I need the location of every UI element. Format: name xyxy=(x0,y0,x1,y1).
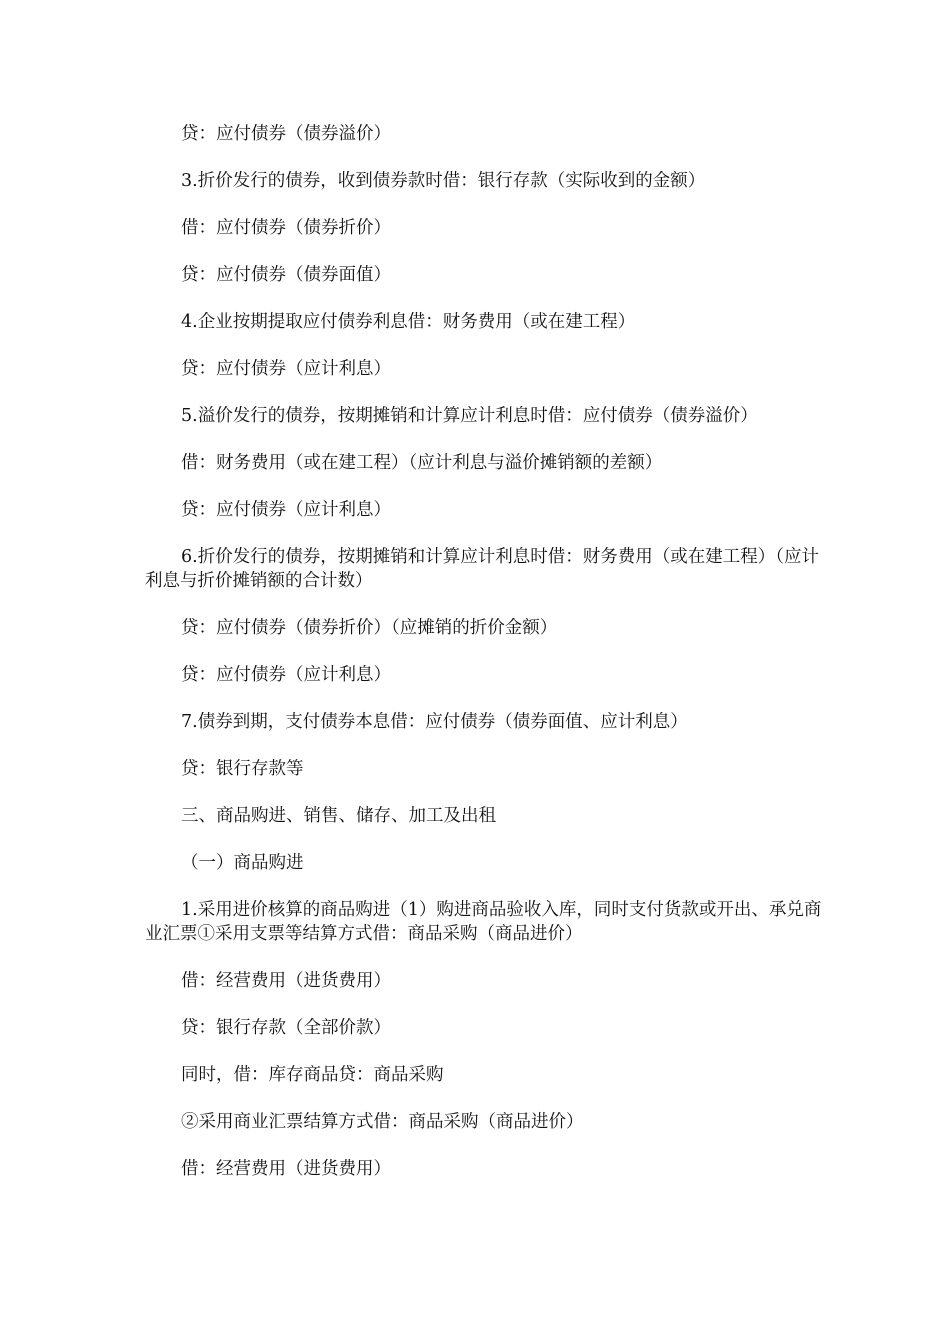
paragraph-debit-bond-discount: 借：应付债券（债券折价） xyxy=(181,218,391,238)
paragraph-debit-operating-expense-2: 借：经营费用（进货费用） xyxy=(181,1159,391,1179)
paragraph-credit-bank-deposit: 贷：银行存款等 xyxy=(181,759,304,779)
paragraph-premium-amortization: 5.溢价发行的债券，按期摊销和计算应计利息时借：应付债券（债券溢价） xyxy=(181,406,758,426)
paragraph-credit-bond-face-value: 贷：应付债券（债券面值） xyxy=(181,265,391,285)
paragraph-credit-accrued-interest-2: 贷：应付债券（应计利息） xyxy=(181,500,391,520)
subsection-heading-goods-purchase: （一）商品购进 xyxy=(181,853,304,873)
paragraph-debit-inventory: 同时，借：库存商品贷：商品采购 xyxy=(181,1065,444,1085)
paragraph-discount-amortization: 6.折价发行的债券，按期摊销和计算应计利息时借：财务费用（或在建工程）（应计利息与折价摊销额的合计数） xyxy=(145,547,819,591)
paragraph-debit-operating-expense: 借：经营费用（进货费用） xyxy=(181,971,391,991)
paragraph-debit-finance-expense-difference: 借：财务费用（或在建工程）（应计利息与溢价摊销额的差额） xyxy=(181,453,663,473)
paragraph-credit-bond-premium: 贷：应付债券（债券溢价） xyxy=(181,124,391,144)
paragraph-credit-accrued-interest: 贷：应付债券（应计利息） xyxy=(181,359,391,379)
paragraph-commercial-draft-method: ②采用商业汇票结算方式借：商品采购（商品进价） xyxy=(181,1112,584,1132)
section-heading-goods: 三、商品购进、销售、储存、加工及出租 xyxy=(181,806,496,826)
paragraph-discount-issue-receipt: 3.折价发行的债券，收到债券款时借：银行存款（实际收到的金额） xyxy=(181,171,706,191)
paragraph-accrue-interest: 4.企业按期提取应付债券利息借：财务费用（或在建工程） xyxy=(181,312,636,332)
paragraph-credit-accrued-interest-3: 贷：应付债券（应计利息） xyxy=(181,665,391,685)
paragraph-bond-maturity: 7.债券到期，支付债券本息借：应付债券（债券面值、应计利息） xyxy=(181,712,688,732)
document-body xyxy=(145,122,825,1204)
paragraph-credit-bond-discount-amount: 贷：应付债券（债券折价）（应摊销的折价金额） xyxy=(181,618,558,638)
paragraph-cost-method-purchase: 1.采用进价核算的商品购进（1）购进商品验收入库，同时支付货款或开出、承兑商业汇票①采用支票等结算方式借：商品采购（商品进价） xyxy=(145,900,822,944)
paragraph-credit-bank-deposit-full: 贷：银行存款（全部价款） xyxy=(181,1018,391,1038)
